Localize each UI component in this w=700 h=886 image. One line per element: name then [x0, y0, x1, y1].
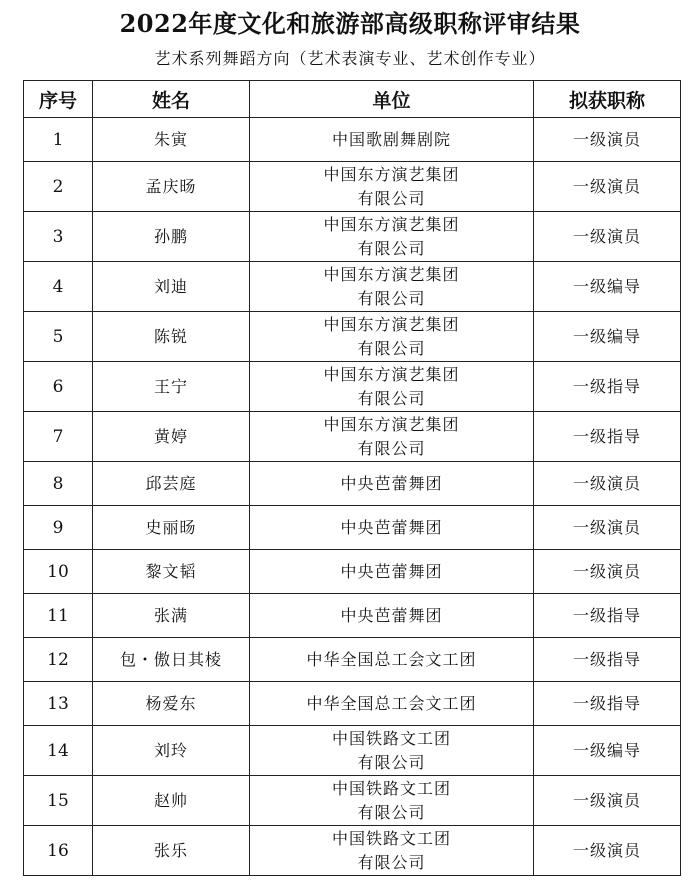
cell-title: 一级演员 [534, 462, 681, 506]
cell-unit [250, 594, 534, 638]
cell-name: 杨爱东 [93, 682, 250, 726]
cell-index: 1 [24, 118, 93, 162]
table-row [24, 550, 681, 594]
cell-name: 刘迪 [93, 262, 250, 312]
unit-line: 中国铁路文工团 [331, 828, 451, 848]
cell-unit [250, 462, 534, 506]
table-row [24, 212, 681, 262]
table-header-row [24, 81, 681, 118]
cell-unit [250, 312, 534, 362]
unit-line: 有限公司 [357, 238, 426, 258]
cell-title: 一级编导 [534, 262, 681, 312]
cell-index: 9 [24, 506, 93, 550]
table-row [24, 118, 681, 162]
cell-name: 张满 [93, 594, 250, 638]
cell-index: 12 [24, 638, 93, 682]
cell-unit [250, 726, 534, 776]
table-row [24, 682, 681, 726]
cell-title: 一级演员 [534, 776, 681, 826]
table-row [24, 262, 681, 312]
cell-title: 一级指导 [534, 362, 681, 412]
unit-line: 中华全国总工会文工团 [306, 649, 477, 669]
cell-index: 5 [24, 312, 93, 362]
unit-line: 中国东方演艺集团 [323, 214, 460, 234]
table-row [24, 506, 681, 550]
cell-index: 10 [24, 550, 93, 594]
unit-line: 有限公司 [357, 802, 426, 822]
unit-line: 有限公司 [357, 852, 426, 872]
cell-name: 史丽旸 [93, 506, 250, 550]
document-title: 2022年度文化和旅游部高级职称评审结果 [119, 9, 581, 38]
unit-line: 中国铁路文工团 [331, 728, 451, 748]
cell-name: 孙鹏 [93, 212, 250, 262]
cell-unit [250, 212, 534, 262]
cell-title: 一级演员 [534, 826, 681, 876]
cell-name: 包・傲日其棱 [93, 638, 250, 682]
cell-unit [250, 638, 534, 682]
results-table [23, 80, 681, 876]
table-row [24, 412, 681, 462]
table-row [24, 594, 681, 638]
cell-title: 一级指导 [534, 594, 681, 638]
cell-name: 刘玲 [93, 726, 250, 776]
cell-index: 3 [24, 212, 93, 262]
unit-line: 中国东方演艺集团 [323, 364, 460, 384]
table-row [24, 312, 681, 362]
document-subtitle: 艺术系列舞蹈方向（艺术表演专业、艺术创作专业） [154, 49, 546, 68]
cell-title: 一级演员 [534, 162, 681, 212]
cell-title: 一级指导 [534, 638, 681, 682]
cell-name: 张乐 [93, 826, 250, 876]
table-row [24, 638, 681, 682]
unit-line: 中央芭蕾舞团 [340, 605, 443, 625]
cell-unit [250, 362, 534, 412]
cell-name: 黎文韬 [93, 550, 250, 594]
table-body [24, 118, 681, 876]
cell-title: 一级指导 [534, 682, 681, 726]
cell-title: 一级演员 [534, 550, 681, 594]
unit-line: 中国歌剧舞剧院 [331, 129, 451, 149]
cell-name: 邱芸庭 [93, 462, 250, 506]
cell-unit [250, 826, 534, 876]
table-row [24, 462, 681, 506]
header-index: 序号 [24, 81, 93, 118]
header-unit: 单位 [250, 81, 534, 118]
header-title: 拟获职称 [534, 81, 681, 118]
cell-unit [250, 118, 534, 162]
cell-unit [250, 506, 534, 550]
table-row [24, 162, 681, 212]
cell-name: 黄婷 [93, 412, 250, 462]
unit-line: 中央芭蕾舞团 [340, 473, 443, 493]
cell-name: 孟庆旸 [93, 162, 250, 212]
cell-index: 7 [24, 412, 93, 462]
unit-line: 中国铁路文工团 [331, 778, 451, 798]
cell-index: 6 [24, 362, 93, 412]
unit-line: 中国东方演艺集团 [323, 164, 460, 184]
cell-title: 一级编导 [534, 726, 681, 776]
cell-unit [250, 682, 534, 726]
unit-line: 有限公司 [357, 388, 426, 408]
cell-index: 4 [24, 262, 93, 312]
cell-name: 陈锐 [93, 312, 250, 362]
cell-title: 一级指导 [534, 412, 681, 462]
cell-unit [250, 162, 534, 212]
cell-unit [250, 412, 534, 462]
unit-line: 有限公司 [357, 438, 426, 458]
cell-index: 16 [24, 826, 93, 876]
cell-name: 朱寅 [93, 118, 250, 162]
unit-line: 中央芭蕾舞团 [340, 561, 443, 581]
table-row [24, 826, 681, 876]
unit-line: 中央芭蕾舞团 [340, 517, 443, 537]
cell-unit [250, 776, 534, 826]
unit-line: 有限公司 [357, 752, 426, 772]
cell-index: 13 [24, 682, 93, 726]
cell-index: 11 [24, 594, 93, 638]
unit-line: 有限公司 [357, 288, 426, 308]
table-row [24, 776, 681, 826]
table-row [24, 726, 681, 776]
unit-line: 中国东方演艺集团 [323, 414, 460, 434]
unit-line: 有限公司 [357, 338, 426, 358]
cell-index: 15 [24, 776, 93, 826]
unit-line: 有限公司 [357, 188, 426, 208]
header-name: 姓名 [93, 81, 250, 118]
table-row [24, 362, 681, 412]
cell-unit [250, 262, 534, 312]
cell-index: 8 [24, 462, 93, 506]
unit-line: 中华全国总工会文工团 [306, 693, 477, 713]
cell-title: 一级演员 [534, 506, 681, 550]
cell-index: 14 [24, 726, 93, 776]
cell-index: 2 [24, 162, 93, 212]
cell-name: 王宁 [93, 362, 250, 412]
unit-line: 中国东方演艺集团 [323, 314, 460, 334]
cell-title: 一级演员 [534, 118, 681, 162]
unit-line: 中国东方演艺集团 [323, 264, 460, 284]
cell-title: 一级编导 [534, 312, 681, 362]
cell-title: 一级演员 [534, 212, 681, 262]
cell-unit [250, 550, 534, 594]
cell-name: 赵帅 [93, 776, 250, 826]
